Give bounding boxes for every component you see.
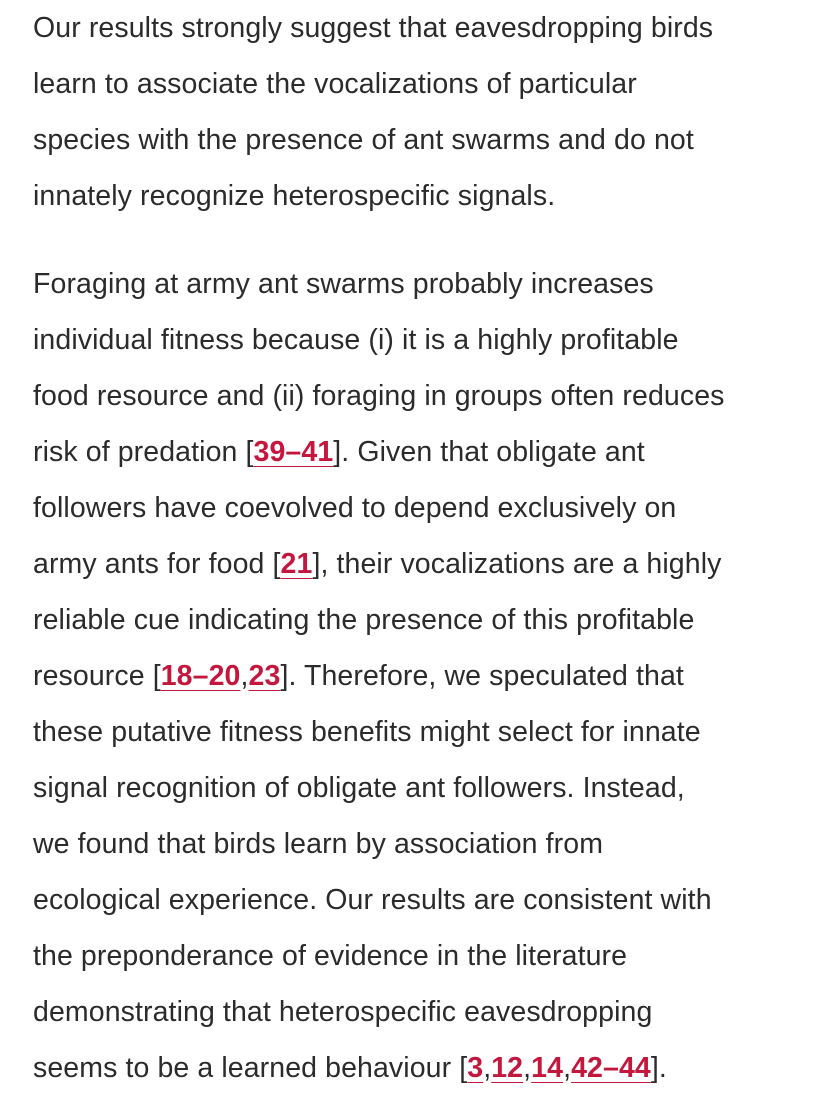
citation-link[interactable]: 3 — [467, 1052, 484, 1084]
text-line: these putative fitness benefits might select for innate — [33, 716, 701, 748]
paragraph-1 — [33, 0, 798, 224]
text-line: Our results strongly suggest that eavesdropping birds — [33, 12, 714, 44]
text-line: ecological experience. Our results are consistent with — [33, 884, 712, 916]
text-line: individual fitness because (i) it is a highly profitable — [33, 324, 679, 356]
text-line: Foraging at army ant swarms probably increases — [33, 268, 654, 300]
citation-link[interactable]: 14 — [531, 1052, 564, 1084]
citation-link[interactable]: 39–41 — [253, 436, 334, 468]
text-segment: ]. Therefore, we speculated that — [280, 660, 684, 692]
text-segment: ]. Given that obligate ant — [333, 436, 645, 468]
text-line: food resource and (ii) foraging in groups often reduces — [33, 380, 725, 412]
text-line — [33, 536, 798, 592]
text-segment: , — [563, 1052, 572, 1084]
text-line: we found that birds learn by association from — [33, 828, 604, 860]
text-line: species with the presence of ant swarms and do not — [33, 124, 694, 156]
text-segment: resource [ — [33, 660, 161, 692]
text-line: innately recognize heterospecific signals. — [33, 180, 556, 212]
text-segment: ]. — [650, 1052, 667, 1084]
citation-link[interactable]: 23 — [248, 660, 281, 692]
text-line — [33, 424, 798, 480]
text-line: the preponderance of evidence in the literature — [33, 940, 628, 972]
text-segment: risk of predation [ — [33, 436, 254, 468]
text-line: followers have coevolved to depend exclusively on — [33, 492, 677, 524]
text-segment: seems to be a learned behaviour [ — [33, 1052, 468, 1084]
citation-link[interactable]: 12 — [491, 1052, 524, 1084]
text-line: reliable cue indicating the presence of this profitable — [33, 604, 695, 636]
text-segment: ], their vocalizations are a highly — [312, 548, 722, 580]
text-segment: , — [240, 660, 249, 692]
text-line — [33, 648, 798, 704]
text-line: learn to associate the vocalizations of particular — [33, 68, 637, 100]
citation-link[interactable]: 21 — [280, 548, 313, 580]
text-segment: , — [483, 1052, 492, 1084]
paragraph-2 — [33, 256, 798, 1096]
text-segment: , — [523, 1052, 532, 1084]
text-segment: army ants for food [ — [33, 548, 281, 580]
text-line — [33, 1040, 798, 1096]
citation-link[interactable]: 42–44 — [571, 1052, 651, 1084]
text-line: demonstrating that heterospecific eavesdropping — [33, 996, 653, 1028]
text-line: signal recognition of obligate ant followers. Instead, — [33, 772, 685, 804]
citation-link[interactable]: 18–20 — [160, 660, 241, 692]
